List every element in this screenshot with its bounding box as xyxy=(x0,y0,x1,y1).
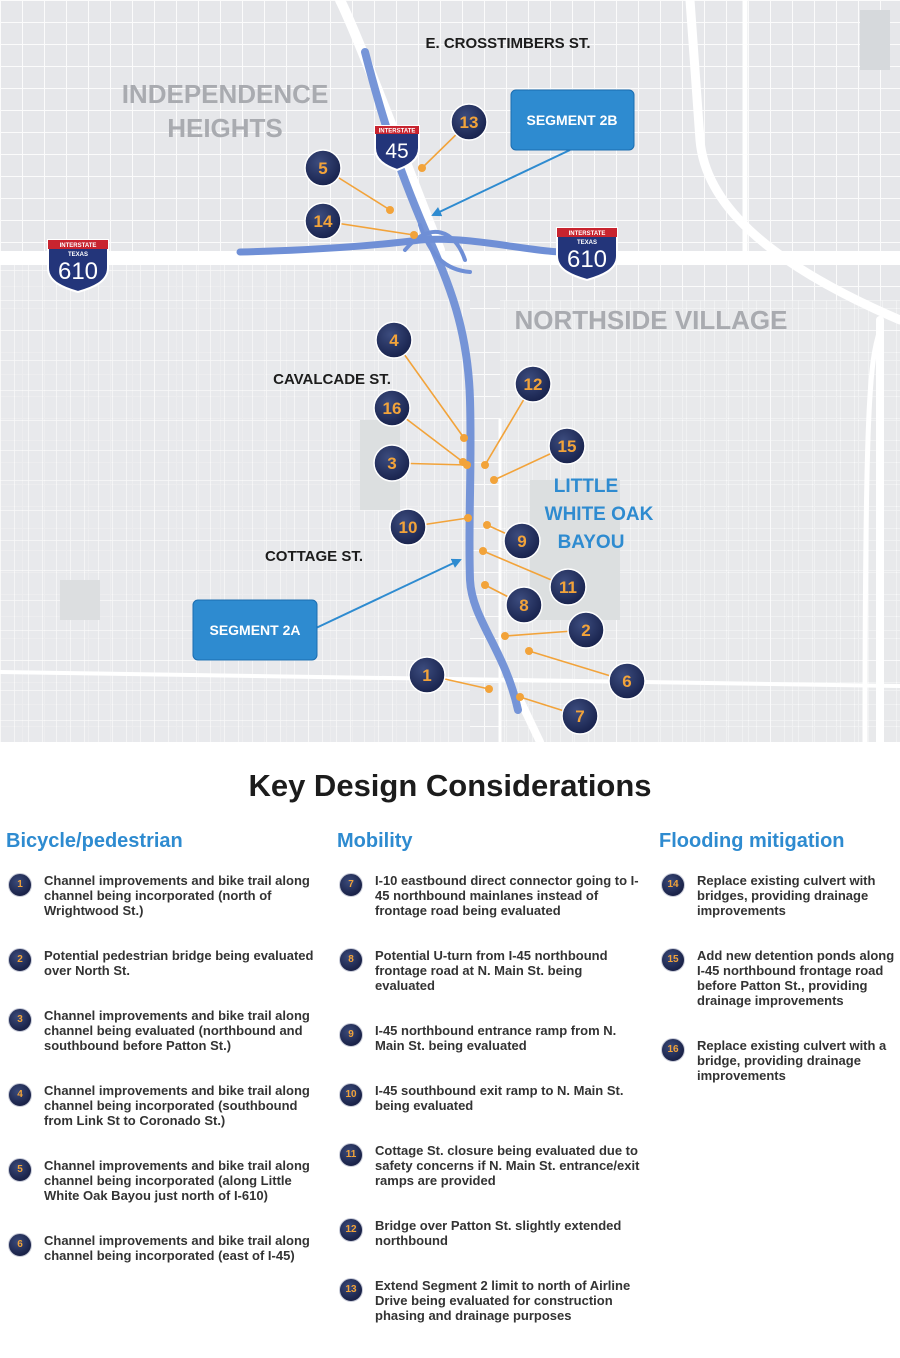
place-heights: HEIGHTS xyxy=(167,113,283,143)
place-crosstimbers: E. CROSSTIMBERS ST. xyxy=(425,35,591,52)
item-number-badge: 8 xyxy=(339,948,363,972)
item-number-badge: 2 xyxy=(8,948,32,972)
svg-text:1: 1 xyxy=(422,666,432,685)
place-cavalcade: CAVALCADE ST. xyxy=(273,371,391,388)
map-marker-7 xyxy=(562,698,598,734)
list-item xyxy=(659,948,897,1008)
item-text: Extend Segment 2 limit to north of Airline Drive being evaluated for construction phasing and drainage purposes xyxy=(375,1278,631,1323)
item-text: Channel improvements and bike trail along channel being evaluated (northbound and southbound before Patton St.) xyxy=(44,1008,310,1053)
svg-text:14: 14 xyxy=(313,212,333,231)
list-item xyxy=(337,1083,642,1113)
list-item xyxy=(337,1218,642,1248)
item-text: Channel improvements and bike trail along channel being incorporated (southbound from Link St to Coronado St.) xyxy=(44,1083,310,1128)
list-item xyxy=(337,1278,642,1323)
item-text: I-45 southbound exit ramp to N. Main St. being evaluated xyxy=(375,1083,624,1113)
item-number-badge: 13 xyxy=(339,1278,363,1302)
column-bicycle-pedestrian xyxy=(6,830,316,1263)
item-number-badge: 6 xyxy=(8,1233,32,1257)
svg-text:16: 16 xyxy=(382,399,402,418)
item-number-badge: 7 xyxy=(339,873,363,897)
map-marker-10 xyxy=(390,509,426,545)
list-item xyxy=(659,873,897,918)
map-marker-11 xyxy=(550,569,586,605)
item-number-badge: 14 xyxy=(661,873,685,897)
svg-text:INTERSTATE: INTERSTATE xyxy=(59,243,97,249)
svg-text:45: 45 xyxy=(385,140,409,163)
item-text: Potential U-turn from I-45 northbound frontage road at N. Main St. being evaluated xyxy=(375,948,608,993)
item-number-badge: 4 xyxy=(8,1083,32,1107)
list-item xyxy=(337,1023,642,1053)
list-item xyxy=(337,948,642,993)
svg-text:10: 10 xyxy=(398,518,418,537)
item-number-badge: 16 xyxy=(661,1038,685,1062)
svg-text:11: 11 xyxy=(559,578,577,597)
item-number-badge: 10 xyxy=(339,1083,363,1107)
svg-text:610: 610 xyxy=(566,246,608,273)
svg-text:3: 3 xyxy=(387,454,397,473)
map-marker-14 xyxy=(305,203,341,239)
item-text: Replace existing culvert with a bridge, providing drainage improvements xyxy=(697,1038,887,1083)
map-marker-5 xyxy=(305,150,341,186)
place-cottage: COTTAGE ST. xyxy=(264,548,364,565)
list-item xyxy=(659,1038,897,1083)
map-marker-1 xyxy=(409,657,445,693)
list-item xyxy=(6,873,316,918)
map-marker-15 xyxy=(549,428,585,464)
place-independence: INDEPENDENCE xyxy=(121,79,329,109)
svg-text:TEXAS: TEXAS xyxy=(576,240,598,246)
map-marker-2 xyxy=(568,612,604,648)
item-number-badge: 15 xyxy=(661,948,685,972)
svg-text:5: 5 xyxy=(318,159,328,178)
column-heading: Mobility xyxy=(337,830,413,852)
place-northside-village: NORTHSIDE VILLAGE xyxy=(514,305,788,335)
list-item xyxy=(6,1233,316,1263)
item-number-badge: 9 xyxy=(339,1023,363,1047)
interstate-610-shield-east xyxy=(557,228,617,280)
column-flooding-mitigation xyxy=(659,830,897,1083)
list-item xyxy=(6,1008,316,1053)
map-marker-13 xyxy=(451,104,487,140)
svg-text:INTERSTATE: INTERSTATE xyxy=(378,128,416,135)
item-text: Channel improvements and bike trail along channel being incorporated (along Little White Oak Bayou just north of I-610) xyxy=(44,1158,310,1203)
item-text: Bridge over Patton St. slightly extended northbound xyxy=(375,1218,622,1248)
map-marker-6 xyxy=(609,663,645,699)
place-little: LITTLE xyxy=(553,476,619,497)
item-text: Add new detention ponds along I-45 northbound frontage road before Patton St., providing drainage improvements xyxy=(697,948,895,1008)
column-heading: Bicycle/pedestrian xyxy=(6,830,183,852)
place-white-oak: WHITE OAK xyxy=(544,504,654,525)
svg-text:6: 6 xyxy=(622,672,632,691)
svg-text:610: 610 xyxy=(57,258,99,285)
segment-2b-label: SEGMENT 2B xyxy=(526,112,618,128)
item-number-badge: 5 xyxy=(8,1158,32,1182)
key-title: Key Design Considerations xyxy=(248,768,652,803)
column-heading: Flooding mitigation xyxy=(659,830,845,852)
svg-text:12: 12 xyxy=(523,375,543,394)
item-text: Potential pedestrian bridge being evaluated over North St. xyxy=(44,948,314,978)
map-marker-3 xyxy=(374,445,410,481)
place-bayou: BAYOU xyxy=(557,532,625,553)
map-marker-4 xyxy=(376,322,412,358)
svg-text:TEXAS: TEXAS xyxy=(67,252,89,258)
item-text: Channel improvements and bike trail along channel being incorporated (east of I-45) xyxy=(44,1233,310,1263)
svg-text:15: 15 xyxy=(557,437,577,456)
list-item xyxy=(6,1158,316,1203)
item-text: Cottage St. closure being evaluated due to safety concerns if N. Main St. entrance/exit ramps are provided xyxy=(375,1143,640,1188)
item-number-badge: 1 xyxy=(8,873,32,897)
svg-text:2: 2 xyxy=(581,621,591,640)
svg-text:INTERSTATE: INTERSTATE xyxy=(568,231,606,237)
list-item xyxy=(337,873,642,918)
svg-text:7: 7 xyxy=(575,707,585,726)
column-mobility xyxy=(337,830,642,1323)
list-item xyxy=(6,1083,316,1128)
list-item xyxy=(337,1143,642,1188)
item-text: I-10 eastbound direct connector going to I-45 northbound mainlanes instead of frontage road being evaluated xyxy=(375,873,639,918)
interstate-610-shield-west xyxy=(48,240,108,292)
svg-text:13: 13 xyxy=(459,113,479,132)
map-marker-12 xyxy=(515,366,551,402)
item-number-badge: 11 xyxy=(339,1143,363,1167)
map-marker-9 xyxy=(504,523,540,559)
svg-text:4: 4 xyxy=(389,331,399,350)
item-text: Replace existing culvert with bridges, providing drainage improvements xyxy=(697,873,876,918)
item-number-badge: 3 xyxy=(8,1008,32,1032)
svg-text:9: 9 xyxy=(517,532,527,551)
segment-2a-label: SEGMENT 2A xyxy=(209,622,301,638)
list-item xyxy=(6,948,316,978)
item-text: I-45 northbound entrance ramp from N. Main St. being evaluated xyxy=(375,1023,617,1053)
map-marker-16 xyxy=(374,390,410,426)
item-number-badge: 12 xyxy=(339,1218,363,1242)
svg-text:8: 8 xyxy=(519,596,529,615)
map-marker-8 xyxy=(506,587,542,623)
item-text: Channel improvements and bike trail along channel being incorporated (north of Wrightwood St.) xyxy=(44,873,310,918)
